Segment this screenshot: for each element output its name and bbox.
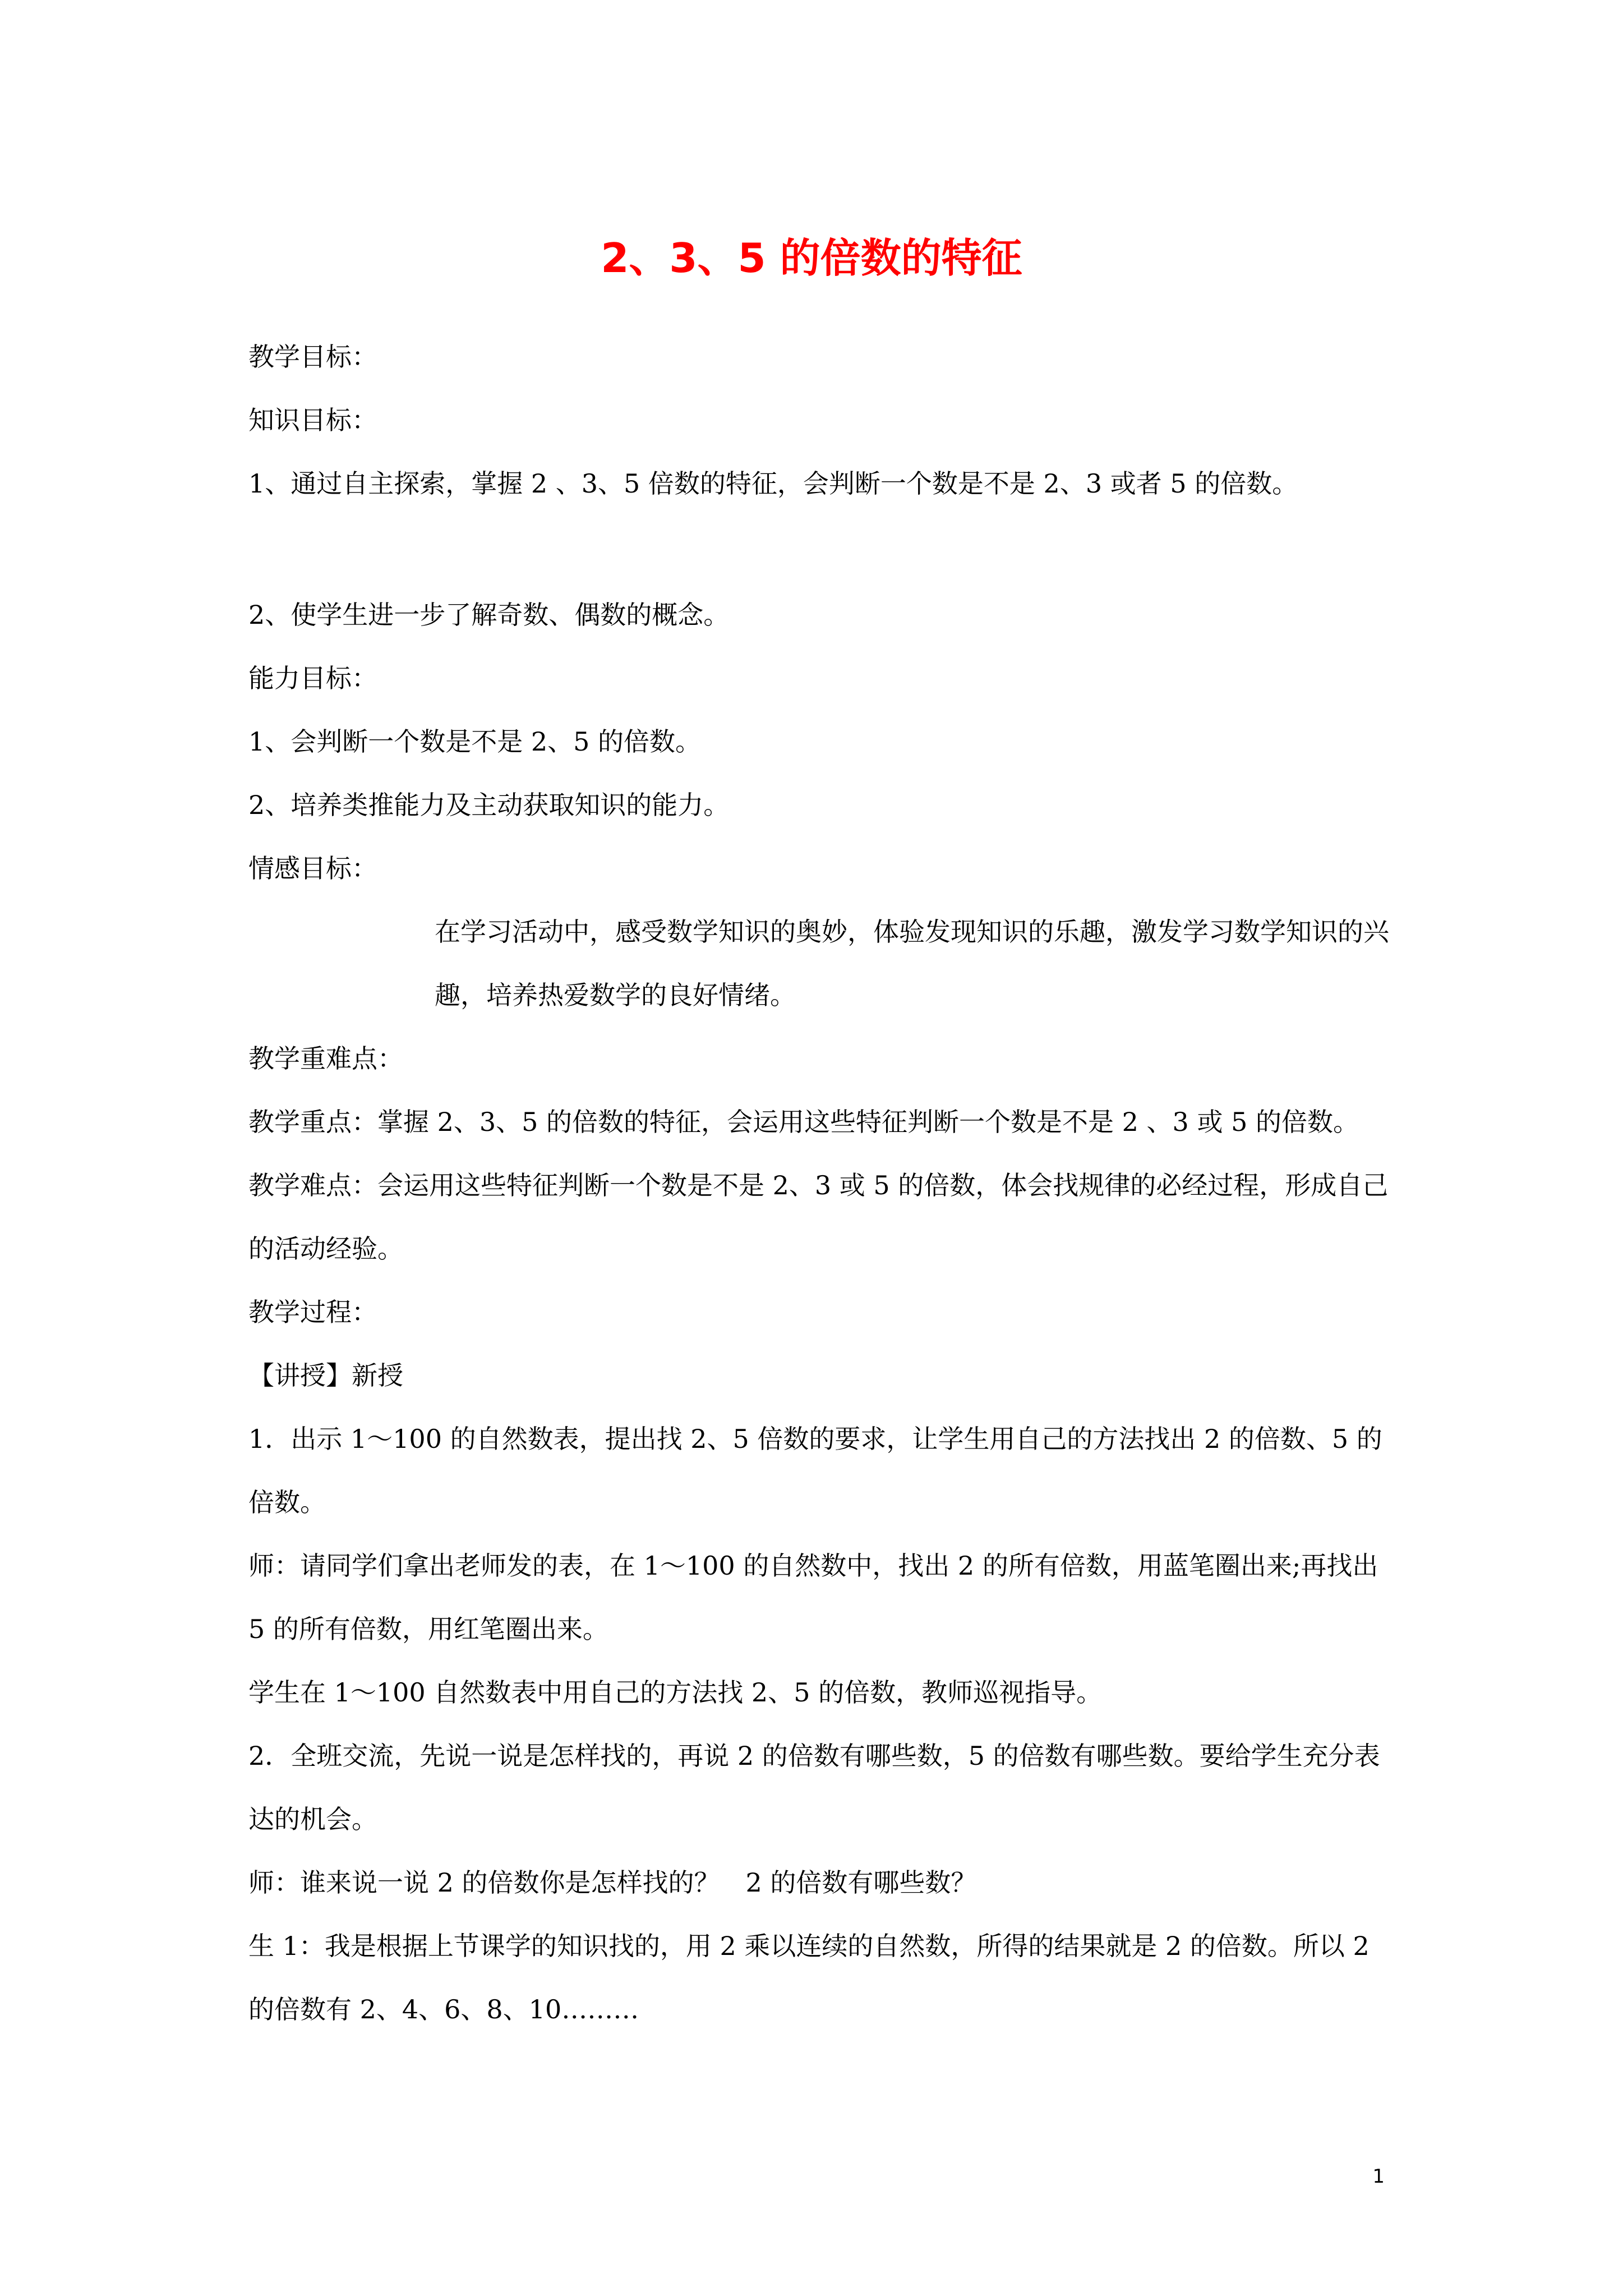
subheading-knowledge-goals: 知识目标： <box>248 405 377 435</box>
process-subheading-new-lesson: 【讲授】新授 <box>248 1360 403 1391</box>
page-number: 1 <box>1372 2165 1385 2188</box>
emotion-goal-paragraph: 在学习活动中，感受数学知识的奥妙，体验发现知识的乐趣，激发学习数学知识的兴趣，培养热爱数学的良好情绪。 <box>435 917 1389 1010</box>
process-step-2: 2．全班交流，先说一说是怎样找的，再说 2 的倍数有哪些数，5 的倍数有哪些数。要给学生充分表达的机会。 <box>248 1741 1380 1834</box>
subheading-ability-goals: 能力目标： <box>248 663 377 693</box>
difficult-point-paragraph: 教学难点：会运用这些特征判断一个数是不是 2、3 或 5 的倍数，体会找规律的必经过程，形成自己的活动经验。 <box>248 1170 1389 1264</box>
subheading-emotion-goals: 情感目标： <box>248 853 377 884</box>
document-body <box>248 325 1393 2041</box>
key-point-paragraph: 教学重点：掌握 2、3、5 的倍数的特征，会运用这些特征判断一个数是不是 2 、3 或 5 的倍数。 <box>248 1107 1359 1137</box>
section-heading-teaching-process: 教学过程： <box>248 1297 377 1327</box>
teacher-question: 师：谁来说一说 2 的倍数你是怎样找的？ 2 的倍数有哪些数？ <box>248 1867 977 1898</box>
ability-goal-2: 2、培养类推能力及主动获取知识的能力。 <box>248 790 730 820</box>
section-heading-teaching-goals: 教学目标： <box>248 342 377 372</box>
knowledge-goal-1: 1、通过自主探索，掌握 2 、3、5 倍数的特征，会判断一个数是不是 2、3 或者 5 的倍数。 <box>248 468 1298 499</box>
student-activity: 学生在 1～100 自然数表中用自己的方法找 2、5 的倍数，教师巡视指导。 <box>248 1677 1103 1708</box>
teacher-instruction: 师：请同学们拿出老师发的表，在 1～100 的自然数中，找出 2 的所有倍数，用蓝笔圈出来;再找出 5 的所有倍数，用红笔圈出来。 <box>248 1550 1378 1644</box>
ability-goal-1: 1、会判断一个数是不是 2、5 的倍数。 <box>248 726 702 757</box>
knowledge-goal-2: 2、使学生进一步了解奇数、偶数的概念。 <box>248 600 730 630</box>
section-heading-key-points: 教学重难点： <box>248 1043 403 1074</box>
process-step-1: 1．出示 1～100 的自然数表，提出找 2、5 倍数的要求，让学生用自己的方法找出 2 的倍数、5 的倍数。 <box>248 1424 1382 1517</box>
document-title: 2、3、5 的倍数的特征 <box>601 234 1022 282</box>
student-1-answer: 生 1：我是根据上节课学的知识找的，用 2 乘以连续的自然数，所得的结果就是 2 的倍数。所以 2 的倍数有 2、4、6、8、10……… <box>248 1931 1370 2024</box>
paragraph-gap <box>248 516 1393 583</box>
